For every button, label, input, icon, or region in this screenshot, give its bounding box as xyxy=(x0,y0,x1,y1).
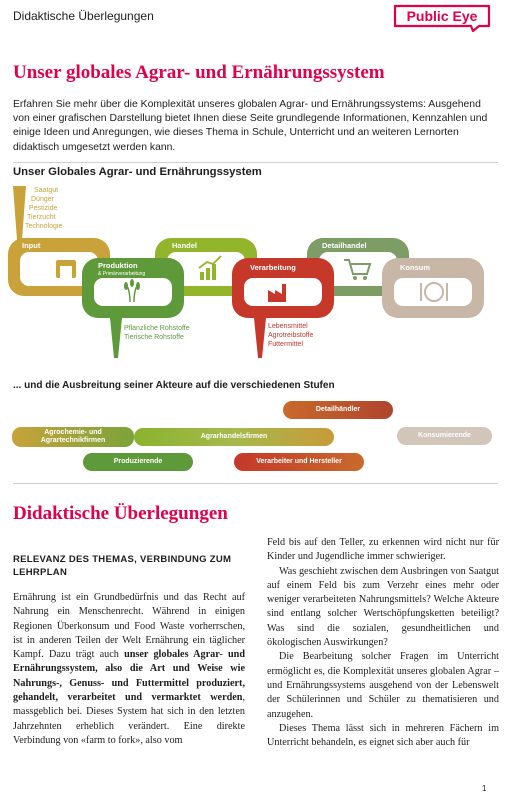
input-item-label: Tierzucht xyxy=(27,214,56,221)
production-output-funnel xyxy=(110,318,122,358)
input-item-label: Saatgut xyxy=(34,187,59,194)
intro-paragraph: Erfahren Sie mehr über die Komplexität unseres globalen Agrar- und Ernährungssystems: Ausgehend von einer grafischen Darstellung bietet Ihnen diese Seite grundlegende Informationen, Kennzahlen und einige Ideen und Anregungen, wie dieses Thema in Schule, Unterricht und an weiteren Lernorten didaktisch umgesetzt werden kann. xyxy=(13,99,488,153)
body-paragraph: Was geschieht zwischen dem Ausbringen von Saatgut auf einem Feld bis zum Verzehr eines mehr oder weniger verarbeiteten Nahrungsmittels? Welche Akteure sind entlang solcher Wertschöpfungsketten beteiligt? Was sind die sozialen, gesundheitlichen und ökologischen Auswirkungen? xyxy=(267,565,499,649)
divider xyxy=(13,162,498,163)
stage-produktion-label: Produktion xyxy=(98,261,138,270)
production-output-label: Pflanzliche Rohstoffe xyxy=(124,325,190,332)
body-paragraph: Die Bearbeitung solcher Fragen im Unterricht ermöglicht es, die Komplexität unseres globalen Agrar – und Ernährungssystems ausgehend von der Lebenswelt der Schülerinnen und Schüler zu thematisieren und anzugehen. xyxy=(267,651,499,720)
body-column-right xyxy=(267,536,499,750)
body-text-emphasis: unser globales Agrar- und Ernährungssystem, also die Art und Weise wie Nahrungs-, Genuss- und Futtermittel produziert, gehandelt, verarbeitet und vermarktet werden xyxy=(13,649,245,704)
actor-detailhaendler: Detailhändler xyxy=(283,401,393,419)
input-item-label: Dünger xyxy=(31,196,54,203)
public-eye-logo xyxy=(393,4,491,32)
logo-text: Public Eye xyxy=(406,8,478,24)
body-column-left xyxy=(13,591,245,748)
actor-agrochemie: Agrochemie- und Agrartechnikfirmen xyxy=(12,427,134,447)
page-number: 1 xyxy=(482,784,487,793)
input-item-label: Pestizide xyxy=(29,205,58,212)
production-output-label: Tierische Rohstoffe xyxy=(124,334,184,341)
stage-verarbeitung-label: Verarbeitung xyxy=(250,263,296,272)
header-label: Didaktische Überlegungen xyxy=(13,9,154,23)
actor-agrarhandel: Agrarhandelsfirmen xyxy=(134,428,334,446)
stage-konsum-label: Konsum xyxy=(400,263,430,272)
section-subheading: RELEVANZ DES THEMAS, VERBINDUNG ZUM LEHRPLAN xyxy=(13,554,232,578)
stage-handel-label: Handel xyxy=(172,241,198,250)
actor-produzierende: Produzierende xyxy=(83,453,193,471)
warehouse-icon xyxy=(56,260,76,278)
infographic-title: Unser Globales Agrar- und Ernährungssystem xyxy=(13,166,262,178)
stage-detailhandel-label: Detailhandel xyxy=(322,241,367,250)
inputs-funnel xyxy=(13,186,26,240)
actors-title: ... und die Ausbreitung seiner Akteure auf die verschiedenen Stufen xyxy=(13,380,335,391)
processing-output-label: Futtermittel xyxy=(268,341,304,348)
body-text: Ernährung ist ein Grundbedürfnis und das Recht auf Nahrung ein Menschenrecht. Während in einigen Regionen Überkonsum und Food Waste vorherrschen, ist in anderen Teilen der Welt Ernährung ein täglicher Kampf. Dazu trägt auch xyxy=(13,592,245,661)
stage-produktion-sublabel: & Primärverarbeitung xyxy=(98,271,146,277)
body-text: , massgeblich bei. Dieses System hat sich in den letzten Jahrzehnten erheblich verändert. Eine direkte Verbindung von «farm to fork», also vom xyxy=(13,692,245,746)
processing-output-label: Lebensmittel xyxy=(268,323,308,330)
stage-input-label: Input xyxy=(22,241,41,250)
processing-output-funnel xyxy=(254,318,266,358)
section-title: Didaktische Überlegungen xyxy=(13,503,228,524)
input-item-label: Technologie xyxy=(25,223,63,230)
actor-konsumierende: Konsumierende xyxy=(397,427,492,445)
body-paragraph: Dieses Thema lässt sich in mehreren Fächern im Unterricht behandeln, es eignet sich aber auch für xyxy=(267,722,499,749)
actor-verarbeiter: Verarbeiter und Hersteller xyxy=(234,453,364,471)
processing-output-label: Agrotreibstoffe xyxy=(268,332,314,339)
body-paragraph: Feld bis auf den Teller, zu erkennen wird nicht nur für Kinder und Jugendliche immer schwieriger. xyxy=(267,537,499,563)
page-title: Unser globales Agrar- und Ernährungssystem xyxy=(13,62,385,83)
divider xyxy=(13,483,498,484)
food-system-infographic xyxy=(0,180,511,370)
